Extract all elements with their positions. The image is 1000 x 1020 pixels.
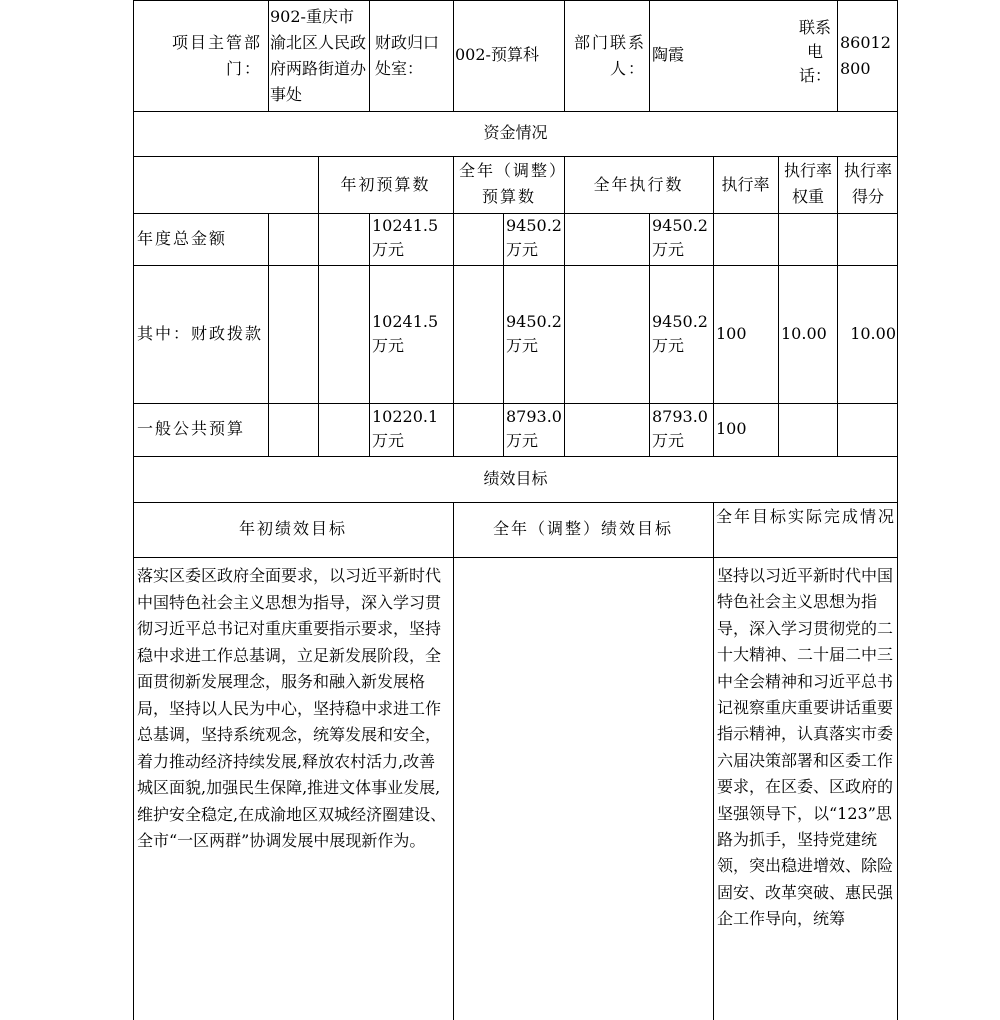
row-general-rate: 100 [716,419,747,438]
row-general-executed: 8793.0万元 [652,407,708,450]
row-fiscal-weight: 10.00 [781,324,827,343]
dept-value: 902-重庆市渝北区人民政府两路街道办事处 [270,7,367,104]
row-total-initial: 10241.5万元 [372,216,439,259]
row-fiscal-initial: 10241.5万元 [372,312,439,355]
col-rate-score: 执行率得分 [843,161,892,206]
col-exec-rate: 执行率 [721,175,770,194]
col-actual-goal: 全年目标实际完成情况 [716,507,897,526]
office-label: 财政归口处室： [375,33,440,78]
row-label-fiscal: 其中：财政拨款 [137,324,264,343]
row-fiscal-score: 10.00 [850,324,896,343]
col-executed: 全年执行数 [593,175,684,194]
goals-section-title: 绩效目标 [483,469,548,488]
col-rate-weight: 执行率权重 [783,161,832,206]
office-value: 002-预算科 [455,45,539,64]
col-initial-budget: 年初预算数 [340,175,431,194]
row-fiscal-rate: 100 [716,324,747,343]
row-general-initial: 10220.1万元 [372,407,439,450]
row-general-adjusted: 8793.0万元 [506,407,562,450]
row-total-adjusted: 9450.2万元 [506,216,562,259]
contact-value: 陶霞 [652,45,685,64]
row-total-executed: 9450.2万元 [652,216,708,259]
dept-label: 项目主管部门： [171,33,262,78]
row-label-total: 年度总金额 [137,229,228,248]
phone-value: 86012800 [840,33,891,78]
actual-goal-text: 坚持以习近平新时代中国特色社会主义思想为指导，深入学习贯彻党的二十大精神、二十届二中三中全会精神和习近平总书记视察重庆重要讲话重要指示精神，认真落实市委六届决策部署和区委工作要求，在区委、区政府的坚强领导下，以“123”思路为抓手，坚持党建统领，突出稳进增效、除险固安、改革突破、惠民强企工作导向，统筹 [717,566,894,929]
row-label-general: 一般公共预算 [137,419,246,438]
col-initial-goal: 年初绩效目标 [238,519,347,538]
col-adjusted-budget: 全年（调整）预算数 [458,161,559,206]
initial-goal-text: 落实区委区政府全面要求，以习近平新时代中国特色社会主义思想为指导，深入学习贯彻习近平总书记对重庆重要指示要求，坚持稳中求进工作总基调，立足新发展阶段，全面贯彻新发展理念，服务和融入新发展格局，坚持以人民为中心，坚持稳中求进工作总基调，坚持系统观念，统筹发展和安全，着力推动经济持续发展,释放农村活力,改善城区面貌,加强民生保障,推进文体事业发展,维护安全稳定,在成渝地区双城经济圈建设、全市“一区两群”协调发展中展现新作为。 [137,566,447,850]
contact-label: 部门联系人： [573,33,646,78]
col-adjusted-goal: 全年（调整）绩效目标 [492,519,673,538]
row-fiscal-executed: 9450.2万元 [652,312,708,355]
phone-label: 联系电话： [798,18,831,85]
funds-section-title: 资金情况 [483,123,548,142]
row-fiscal-adjusted: 9450.2万元 [506,312,562,355]
